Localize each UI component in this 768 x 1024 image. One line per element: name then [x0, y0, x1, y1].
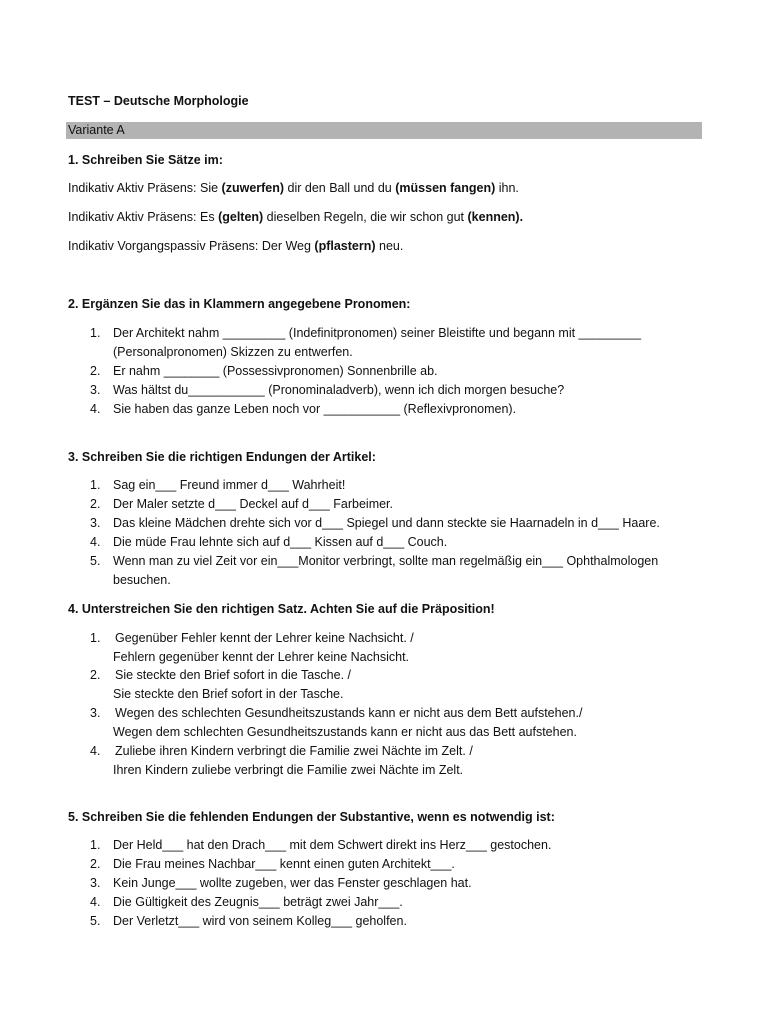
item-text: Ihren Kindern zuliebe verbringt die Familie zwei Nächte im Zelt.	[113, 763, 464, 777]
item-text: Zuliebe ihren Kindern verbringt die Familie zwei Nächte im Zelt. /	[115, 744, 473, 758]
item-text: Der Verletzt___ wird von seinem Kolleg___ geholfen.	[113, 914, 407, 928]
item-text: Der Held___ hat den Drach___ mit dem Schwert direkt ins Herz___ gestochen.	[113, 838, 552, 852]
text-part: dieselben Regeln, die wir schon gut	[263, 210, 468, 224]
text-part: Indikativ Aktiv Präsens: Es	[68, 210, 219, 224]
section-5-heading: 5. Schreiben Sie die fehlenden Endungen der Substantive, wenn es notwendig ist:	[68, 810, 555, 824]
item-text: Die müde Frau lehnte sich auf d___ Kissen auf d___ Couch.	[113, 535, 448, 549]
item-text: Das kleine Mädchen drehte sich vor d___ Spiegel und dann steckte sie Haarnadeln in d___ Haare.	[113, 516, 660, 530]
text-part: Indikativ Vorgangspassiv Präsens: Der Weg	[68, 239, 315, 253]
item-text: (Personalpronomen) Skizzen zu entwerfen.	[113, 345, 353, 359]
bold-part: (pflastern)	[314, 239, 376, 253]
item-number: 1.	[90, 478, 101, 492]
item-number: 3.	[90, 706, 101, 720]
item-number: 2.	[90, 364, 101, 378]
item-number: 1.	[90, 838, 101, 852]
section-2-heading: 2. Ergänzen Sie das in Klammern angegebene Pronomen:	[68, 297, 411, 311]
item-text: Er nahm ________ (Possessivpronomen) Sonnenbrille ab.	[113, 364, 438, 378]
item-text: Sie steckte den Brief sofort in die Tasche. /	[115, 668, 352, 682]
item-text: Die Frau meines Nachbar___ kennt einen guten Architekt___.	[113, 857, 455, 871]
item-text: Der Architekt nahm _________ (Indefinitpronomen) seiner Bleistifte und begann mit _________	[113, 326, 642, 340]
section-1-heading: 1. Schreiben Sie Sätze im:	[68, 153, 223, 167]
item-text: Sie haben das ganze Leben noch vor ___________ (Reflexivpronomen).	[113, 402, 517, 416]
variant-banner: Variante A	[66, 122, 702, 139]
text-part: neu.	[375, 239, 404, 253]
item-number: 2.	[90, 668, 101, 682]
item-number: 1.	[90, 326, 101, 340]
bold-part: (gelten)	[218, 210, 264, 224]
item-text: Wenn man zu viel Zeit vor ein___Monitor verbringt, sollte man regelmäßig ein___ Ophthalmologen	[113, 554, 659, 568]
item-number: 5.	[90, 554, 101, 568]
item-number: 2.	[90, 497, 101, 511]
item-text: Gegenüber Fehler kennt der Lehrer keine Nachsicht. /	[115, 631, 414, 645]
section-1-line-3	[68, 239, 403, 255]
item-number: 3.	[90, 383, 101, 397]
item-text: Der Maler setzte d___ Deckel auf d___ Farbeimer.	[113, 497, 393, 511]
item-text: Fehlern gegenüber kennt der Lehrer keine Nachsicht.	[113, 650, 410, 664]
bold-part: (zuwerfen)	[221, 181, 285, 195]
item-text: Wegen dem schlechten Gesundheitszustands kann er nicht aus das Bett aufstehen.	[113, 725, 577, 739]
item-number: 3.	[90, 516, 101, 530]
item-text: Was hältst du___________ (Pronominaladverb), wenn ich dich morgen besuche?	[113, 383, 565, 397]
section-3-heading: 3. Schreiben Sie die richtigen Endungen der Artikel:	[68, 450, 376, 464]
item-text: Die Gültigkeit des Zeugnis___ beträgt zwei Jahr___.	[113, 895, 403, 909]
item-number: 4.	[90, 535, 101, 549]
item-number: 2.	[90, 857, 101, 871]
item-text: Sag ein___ Freund immer d___ Wahrheit!	[113, 478, 346, 492]
item-number: 4.	[90, 895, 101, 909]
item-number: 4.	[90, 402, 101, 416]
text-part: Indikativ Aktiv Präsens: Sie	[68, 181, 222, 195]
text-part: dir den Ball und du	[284, 181, 396, 195]
item-text: Kein Junge___ wollte zugeben, wer das Fenster geschlagen hat.	[113, 876, 472, 890]
bold-part: (müssen fangen)	[395, 181, 496, 195]
item-text: besuchen.	[113, 573, 171, 587]
section-1-line-2	[68, 210, 523, 226]
item-number: 5.	[90, 914, 101, 928]
text-part: ihn.	[495, 181, 519, 195]
bold-part: (kennen).	[467, 210, 524, 224]
item-number: 3.	[90, 876, 101, 890]
item-number: 4.	[90, 744, 101, 758]
item-text: Sie steckte den Brief sofort in der Tasche.	[113, 687, 344, 701]
document-title: TEST – Deutsche Morphologie	[68, 94, 249, 108]
item-number: 1.	[90, 631, 101, 645]
section-4-heading: 4. Unterstreichen Sie den richtigen Satz. Achten Sie auf die Präposition!	[68, 602, 495, 616]
section-1-line-1	[68, 181, 519, 197]
item-text: Wegen des schlechten Gesundheitszustands kann er nicht aus dem Bett aufstehen./	[115, 706, 583, 720]
